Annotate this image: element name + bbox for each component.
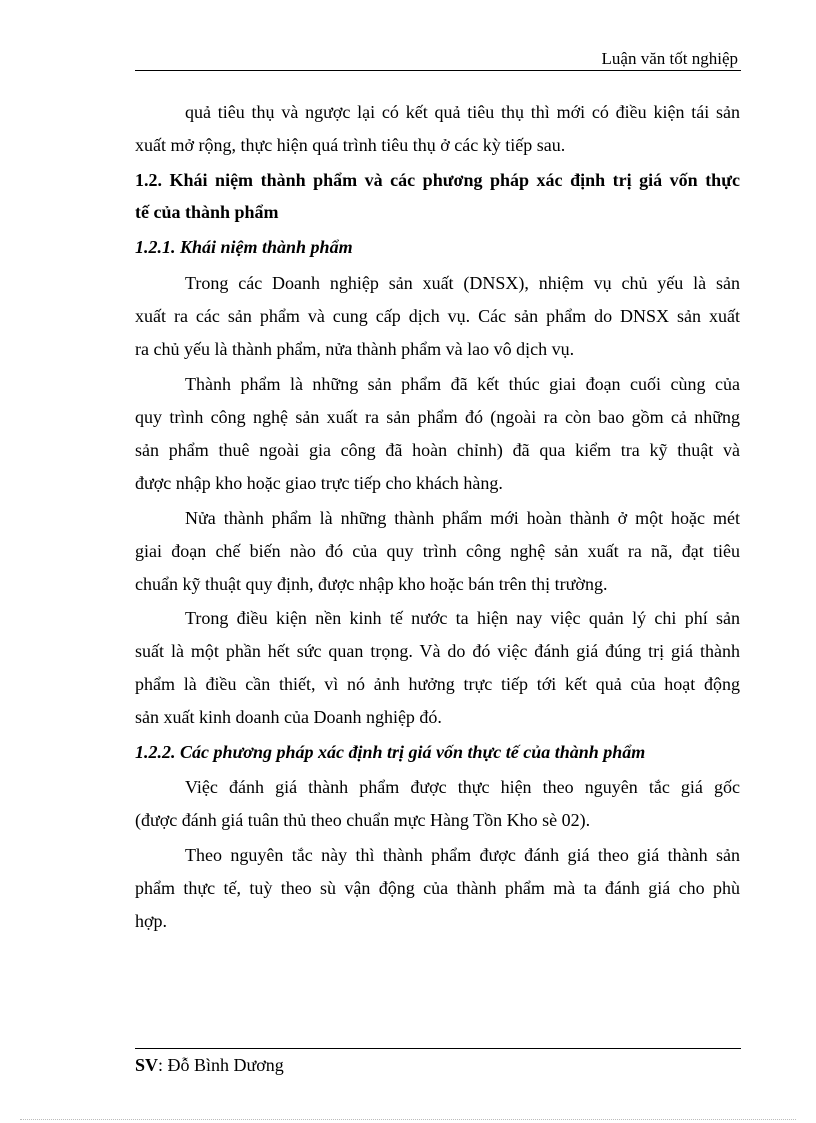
footer-label: SV (135, 1055, 159, 1075)
paragraph-line: Trong điều kiện nền kinh tế nước ta hiện nay việc quản lý chi phí sản (185, 608, 740, 628)
paragraph-line: Nửa thành phẩm là những thành phẩm mới hoàn thành ở một hoặc mét (185, 508, 740, 528)
section-heading: tế của thành phẩm (135, 202, 279, 222)
paragraph-line: xuất mở rộng, thực hiện quá trình tiêu thụ ở các kỳ tiếp sau. (135, 135, 566, 155)
paragraph-line: được nhập kho hoặc giao trực tiếp cho khách hàng. (135, 473, 503, 493)
paragraph-line: phẩm thực tế, tuỳ theo sù vận động của thành phẩm mà ta đánh giá cho phù (135, 878, 740, 898)
paragraph-line: (được đánh giá tuân thủ theo chuẩn mực Hàng Tồn Kho sè 02). (135, 810, 591, 830)
footer-author (135, 1055, 284, 1076)
paragraph-line: quả tiêu thụ và ngược lại có kết quả tiêu thụ thì mới có điều kiện tái sản (185, 102, 740, 122)
footer-rule (135, 1048, 741, 1049)
running-header: Luận văn tốt nghiệp (601, 49, 738, 68)
paragraph-line: Thành phẩm là những sản phẩm đã kết thúc giai đoạn cuối cùng của (185, 374, 740, 394)
paragraph-line: sản xuất kinh doanh của Doanh nghiệp đó. (135, 707, 442, 727)
paragraph-line: hợp. (135, 911, 168, 931)
subsection-heading: 1.2.2. Các phương pháp xác định trị giá vốn thực tế của thành phẩm (135, 742, 646, 762)
paragraph-line: ra chủ yếu là thành phẩm, nửa thành phẩm và lao vô dịch vụ. (135, 339, 575, 359)
section-heading: 1.2. Khái niệm thành phẩm và các phương pháp xác định trị giá vốn thực (135, 170, 740, 190)
paragraph-line: quy trình công nghệ sản xuất ra sản phẩm đó (ngoài ra còn bao gồm cả những (135, 407, 740, 427)
paragraph-line: Theo nguyên tắc này thì thành phẩm được đánh giá theo giá thành sản (185, 845, 740, 865)
header-rule (135, 70, 741, 71)
paragraph-line: chuẩn kỹ thuật quy định, được nhập kho hoặc bán trên thị trường. (135, 574, 608, 594)
paragraph-line: Việc đánh giá thành phẩm được thực hiện theo nguyên tắc giá gốc (185, 777, 740, 797)
paragraph-line: Trong các Doanh nghiệp sản xuất (DNSX), nhiệm vụ chủ yếu là sản (185, 273, 740, 293)
paragraph-line: sản phẩm thuê ngoài gia công đã hoàn chỉnh) đã qua kiểm tra kỹ thuật và (135, 440, 740, 460)
page-edge-divider (20, 1119, 796, 1120)
paragraph-line: phẩm là điều cần thiết, vì nó ảnh hưởng trực tiếp tới kết quả của hoạt động (135, 674, 740, 694)
paragraph-line: giai đoạn chế biến nào đó của quy trình công nghệ sản xuất ra nã, đạt tiêu (135, 541, 740, 561)
subsection-heading: 1.2.1. Khái niệm thành phẩm (135, 237, 353, 257)
footer-name: : Đỗ Bình Dương (158, 1055, 284, 1075)
paragraph-line: suất là một phần hết sức quan trọng. Và do đó việc đánh giá đúng trị giá thành (135, 641, 740, 661)
paragraph-line: xuất ra các sản phẩm và cung cấp dịch vụ. Các sản phẩm do DNSX sản xuất (135, 306, 740, 326)
